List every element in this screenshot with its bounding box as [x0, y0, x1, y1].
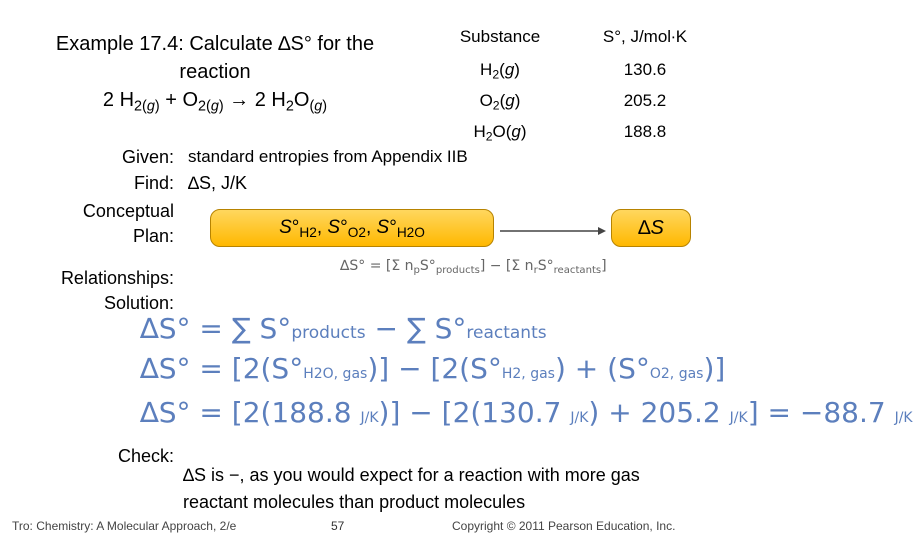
given-label: Given: [121, 147, 174, 167]
plan-output-box [611, 209, 691, 247]
plan-label: Plan: [132, 226, 174, 246]
relationships-label: Relationships: [60, 268, 174, 288]
given-value: standard entropies from Appendix IIB [188, 147, 468, 166]
value-cell: 130.6 [623, 59, 667, 79]
solution-equation-3: ∆S° = [2(188.8 J/K)] − [2(130.7 J/K) + 205.2 J/K] = −88.7 J/K [140, 396, 913, 429]
relationship-formula: ∆S° = [Σ $n_pS^\circ_{products}] - [\Sigma$ $n_rS^\circ_{reactants}$] [340, 258, 607, 277]
title-line-3: 2 $H_{2(g)} + O_{2(g)} \to 2$ $H_2O_{(g)}$ [102, 89, 328, 115]
conceptual-label: Conceptual [82, 201, 174, 221]
table-row [430, 116, 720, 147]
entropy-table [430, 20, 720, 147]
solution-equation-2: ∆S° = [2(S°H2O, gas)] − [2(S°H2, gas) + (S°O2, gas)] [140, 352, 726, 385]
slide-title [10, 30, 420, 114]
plan-input-box [210, 209, 494, 247]
footer-book-title: Tro: Chemistry: A Molecular Approach, 2/e [12, 519, 237, 533]
check-label: Check: [117, 446, 174, 466]
header-substance: Substance [459, 27, 541, 46]
title-line-1: Example 17.4: Calculate ∆S° for the [55, 33, 375, 55]
title-line-2: reaction [179, 61, 251, 83]
value-cell: 205.2 [623, 90, 667, 110]
plan-output-text: ∆S [638, 216, 664, 239]
plan-input-text: $S^\circ_{H2}$, $S^\circ_{O2}$, $S^\circ_{H2O}$ [279, 217, 425, 241]
plan-arrow-icon [500, 226, 606, 236]
footer-copyright: Copyright © 2011 Pearson Education, Inc. [452, 519, 676, 533]
substance-cell: $H_2O(g)$ [473, 121, 527, 144]
substance-cell: $H_2(g)$ [480, 59, 520, 82]
table-row [430, 54, 720, 85]
find-value: ∆S, J/K [188, 173, 248, 193]
solution-equation-1: ∆S° = ∑ S°products − ∑ S°reactants [140, 312, 547, 345]
value-cell: 188.8 [623, 121, 667, 141]
find-label: Find: [133, 173, 174, 193]
solution-label: Solution: [103, 293, 174, 313]
table-header [430, 20, 720, 54]
substance-cell: $O_2(g)$ [479, 90, 521, 113]
table-row [430, 85, 720, 116]
check-text: ∆S is −, as you would expect for a reaction with more gas reactant molecules than product molecules [183, 465, 640, 512]
footer-page-number: 57 [331, 519, 345, 533]
header-value: S°, J/mol∙K [602, 27, 688, 46]
